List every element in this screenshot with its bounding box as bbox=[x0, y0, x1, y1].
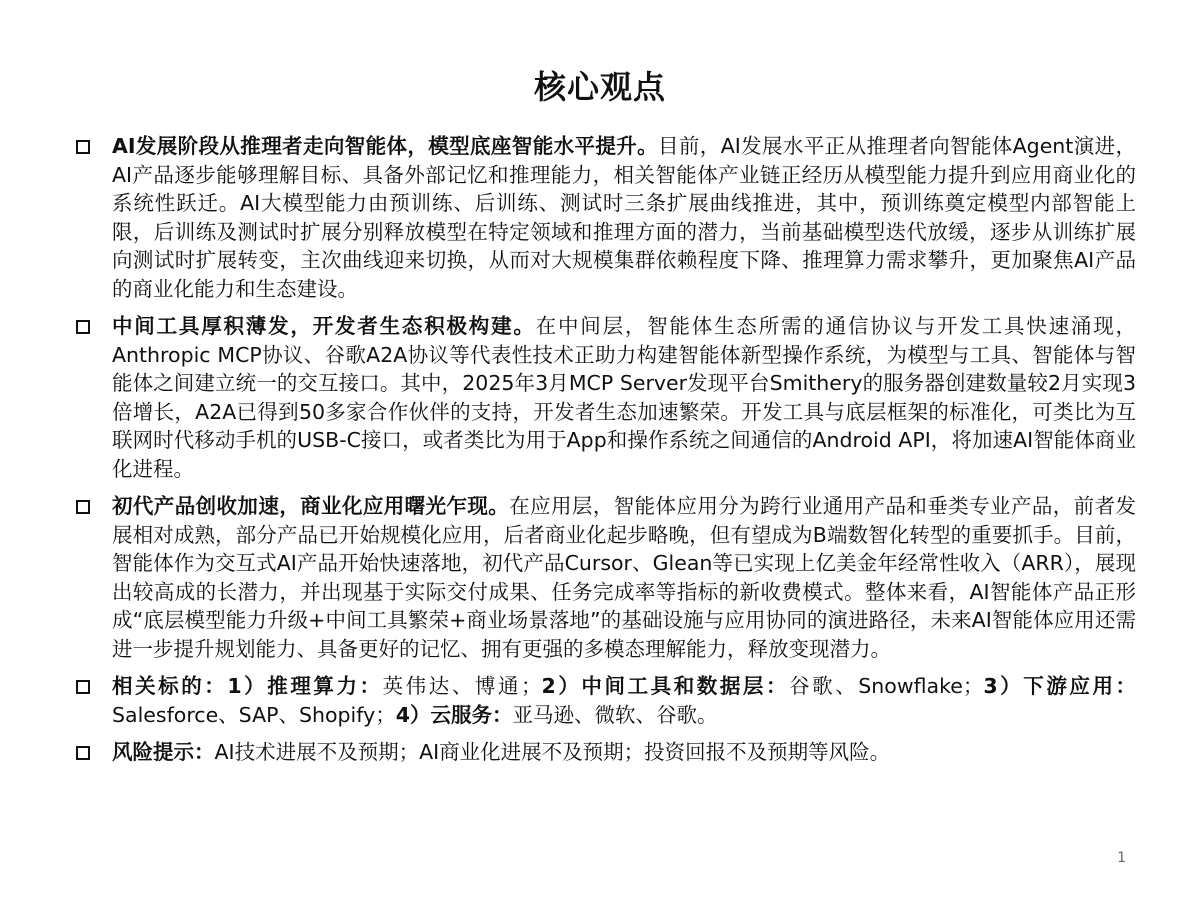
list-item bbox=[74, 738, 1136, 767]
page-number: 1 bbox=[1117, 850, 1126, 866]
point-body: 目前，AI发展水平正从推理者向智能体Agent演进，AI产品逐步能够理解目标、具备外部记忆和推理能力，相关智能体产业链正经历从模型能力提升到应用商业化的系统性跃迁。AI大模型能力由预训练、后训练、测试时三条扩展曲线推进，其中，预训练奠定模型内部智能上限，后训练及测试时扩展分别释放模型在特定领域和推理方面的潜力，当前基础模型迭代放缓，逐步从训练扩展向测试时扩展转变，主次曲线迎来切换，从而对大规模集群依赖程度下降、推理算力需求攀升，更加聚焦AI产品的商业化能力和生态建设。 bbox=[112, 134, 1136, 301]
related-targets-label: 2）中间工具和数据层： bbox=[541, 674, 790, 698]
checkbox-bullet-icon bbox=[76, 320, 90, 334]
related-targets-label: 3）下游应用： bbox=[983, 674, 1137, 698]
risk-label: 风险提示： bbox=[112, 740, 215, 764]
point-body: 在应用层，智能体应用分为跨行业通用产品和垂类专业产品，前者发展相对成熟，部分产品已开始规模化应用，后者商业化起步略晚，但有望成为B端数智化转型的重要抓手。目前，智能体作为交互式AI产品开始快速落地，初代产品Cursor、Glean等已实现上亿美金年经常性收入（ARR），展现出较高成的长潜力，并出现基于实际交付成果、任务完成率等指标的新收费模式。整体来看，AI智能体产品正形成“底层模型能力升级+中间工具繁荣+商业场景落地”的基础设施与应用协同的演进路径，未来AI智能体应用还需进一步提升规划能力、具备更好的记忆、拥有更强的多模态理解能力，释放变现潜力。 bbox=[112, 494, 1136, 661]
list-item bbox=[74, 672, 1136, 729]
related-targets-value: 英伟达、博通； bbox=[382, 674, 542, 698]
checkbox-bullet-icon bbox=[76, 746, 90, 760]
risk-body: AI技术进展不及预期；AI商业化进展不及预期；投资回报不及预期等风险。 bbox=[214, 740, 891, 764]
key-points-list bbox=[74, 132, 1136, 776]
page-title: 核心观点 bbox=[533, 68, 666, 106]
point-lead: AI发展阶段从推理者走向智能体，模型底座智能水平提升。 bbox=[112, 134, 659, 158]
checkbox-bullet-icon bbox=[76, 680, 90, 694]
related-targets-value: Salesforce、SAP、Shopify； bbox=[112, 702, 396, 727]
related-targets-value: 亚马逊、微软、谷歌。 bbox=[512, 702, 718, 727]
list-item bbox=[74, 312, 1136, 483]
point-lead: 初代产品创收加速，商业化应用曙光乍现。 bbox=[112, 494, 510, 518]
related-targets-label: 4）云服务： bbox=[395, 702, 513, 727]
checkbox-bullet-icon bbox=[76, 140, 90, 154]
related-targets-label: 相关标的：1）推理算力： bbox=[112, 674, 383, 698]
point-lead: 中间工具厚积薄发，开发者生态积极构建。 bbox=[112, 314, 536, 338]
checkbox-bullet-icon bbox=[76, 500, 90, 514]
list-item bbox=[74, 132, 1136, 303]
point-body: 在中间层，智能体生态所需的通信协议与开发工具快速涌现，Anthropic MCP协议、谷歌A2A协议等代表性技术正助力构建智能体新型操作系统，为模型与工具、智能体与智能体之间建立统一的交互接口。其中，2025年3月MCP Server发现平台Smithery的服务器创建数量较2月实现3倍增长，A2A已得到50多家合作伙伴的支持，开发者生态加速繁荣。开发工具与底层框架的标准化，可类比为互联网时代移动手机的USB-C接口，或者类比为用于App和操作系统之间通信的Android API，将加速AI智能体商业化进程。 bbox=[112, 314, 1137, 481]
list-item bbox=[74, 492, 1136, 663]
related-targets-value: 谷歌、Snowflake； bbox=[789, 674, 984, 698]
